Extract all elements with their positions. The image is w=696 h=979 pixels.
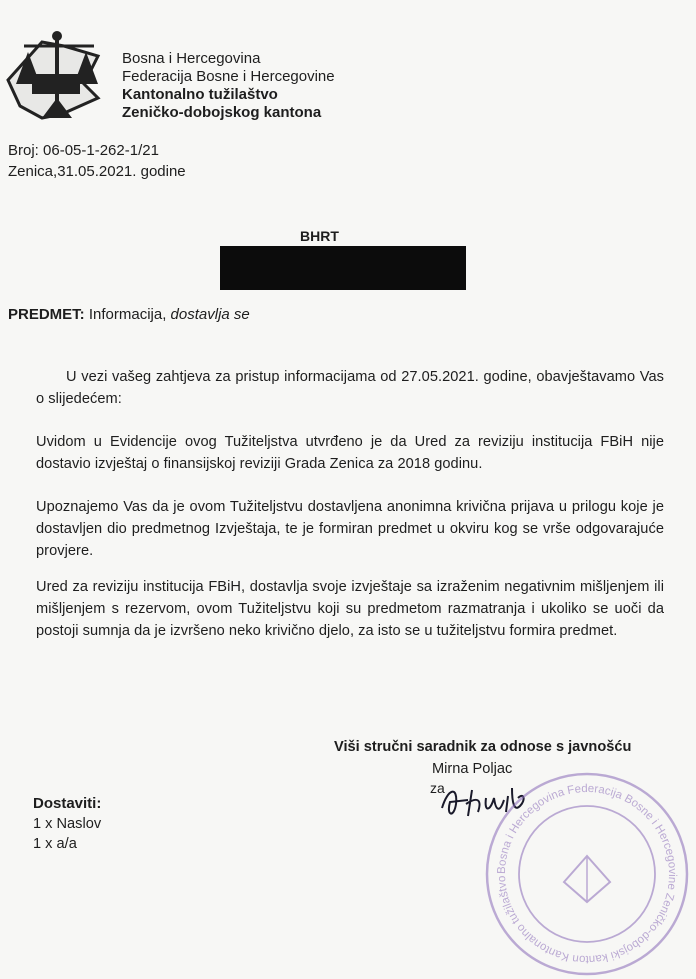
subject-label: PREDMET: bbox=[8, 306, 85, 323]
prosecutor-logo bbox=[2, 22, 112, 122]
subject-italic: dostavlja se bbox=[170, 306, 250, 323]
recipient-name: BHRT bbox=[300, 228, 339, 244]
paragraph-procedure: Ured za reviziju institucija FBiH, dostavlja svoje izvještaje sa izraženim negativnim mišljenjem ili mišljenjem s rezervom, ovom Tužiteljstvu koji su predmetom razmatranja i ukoliko se uoči da postoji sumnja da je izvršeno neko krivično djelo, za isto se u tužiteljstvu formira predmet. bbox=[36, 579, 664, 639]
subject-text: Informacija, bbox=[88, 306, 171, 323]
signature-prefix: za bbox=[430, 780, 445, 796]
signatory-name: Mirna Poljac bbox=[432, 761, 513, 777]
place-date: Zenica,31.05.2021. godine bbox=[8, 163, 186, 180]
delivery-item: 1 x Naslov bbox=[33, 816, 102, 832]
delivery-heading: Dostaviti: bbox=[33, 795, 102, 812]
header-canton: Zeničko-dobojskog kantona bbox=[122, 104, 322, 121]
header-federation: Federacija Bosne i Hercegovine bbox=[122, 68, 335, 85]
header-office: Kantonalno tužilaštvo bbox=[122, 86, 278, 103]
signatory-title: Viši stručni saradnik za odnose s javnošću bbox=[334, 739, 632, 755]
paragraph-report: Upoznajemo Vas da je ovom Tužiteljstvu dostavljena anonimna krivična prijava u prilogu koje je dostavljen dio predmetnog Izvještaja, te je formiran predmet u okviru kog se vrše odgovarajuće provjere. bbox=[36, 499, 664, 559]
header-country: Bosna i Hercegovina bbox=[122, 50, 261, 67]
official-stamp bbox=[478, 770, 696, 979]
stamp-text: Bosna i Hercegovina Federacija Bosne i Hercegovine Zeničko-dobojski kanton Kantonalno tužilaštvo bbox=[495, 782, 679, 966]
paragraph-evidence: Uvidom u Evidencije ovog Tužiteljstva utvrđeno je da Ured za reviziju institucija FBiH nije dostavio izvještaj o finansijskoj reviziji Grada Zenica za 2018 godinu. bbox=[36, 434, 664, 472]
delivery-item: 1 x a/a bbox=[33, 836, 77, 852]
redacted-address bbox=[220, 246, 466, 290]
reference-number: Broj: 06-05-1-262-1/21 bbox=[8, 142, 159, 159]
paragraph-intro: U vezi vašeg zahtjeva za pristup informacijama od 27.05.2021. godine, obavještavamo Vas o slijedećem: bbox=[36, 369, 664, 407]
subject-line bbox=[8, 306, 250, 323]
